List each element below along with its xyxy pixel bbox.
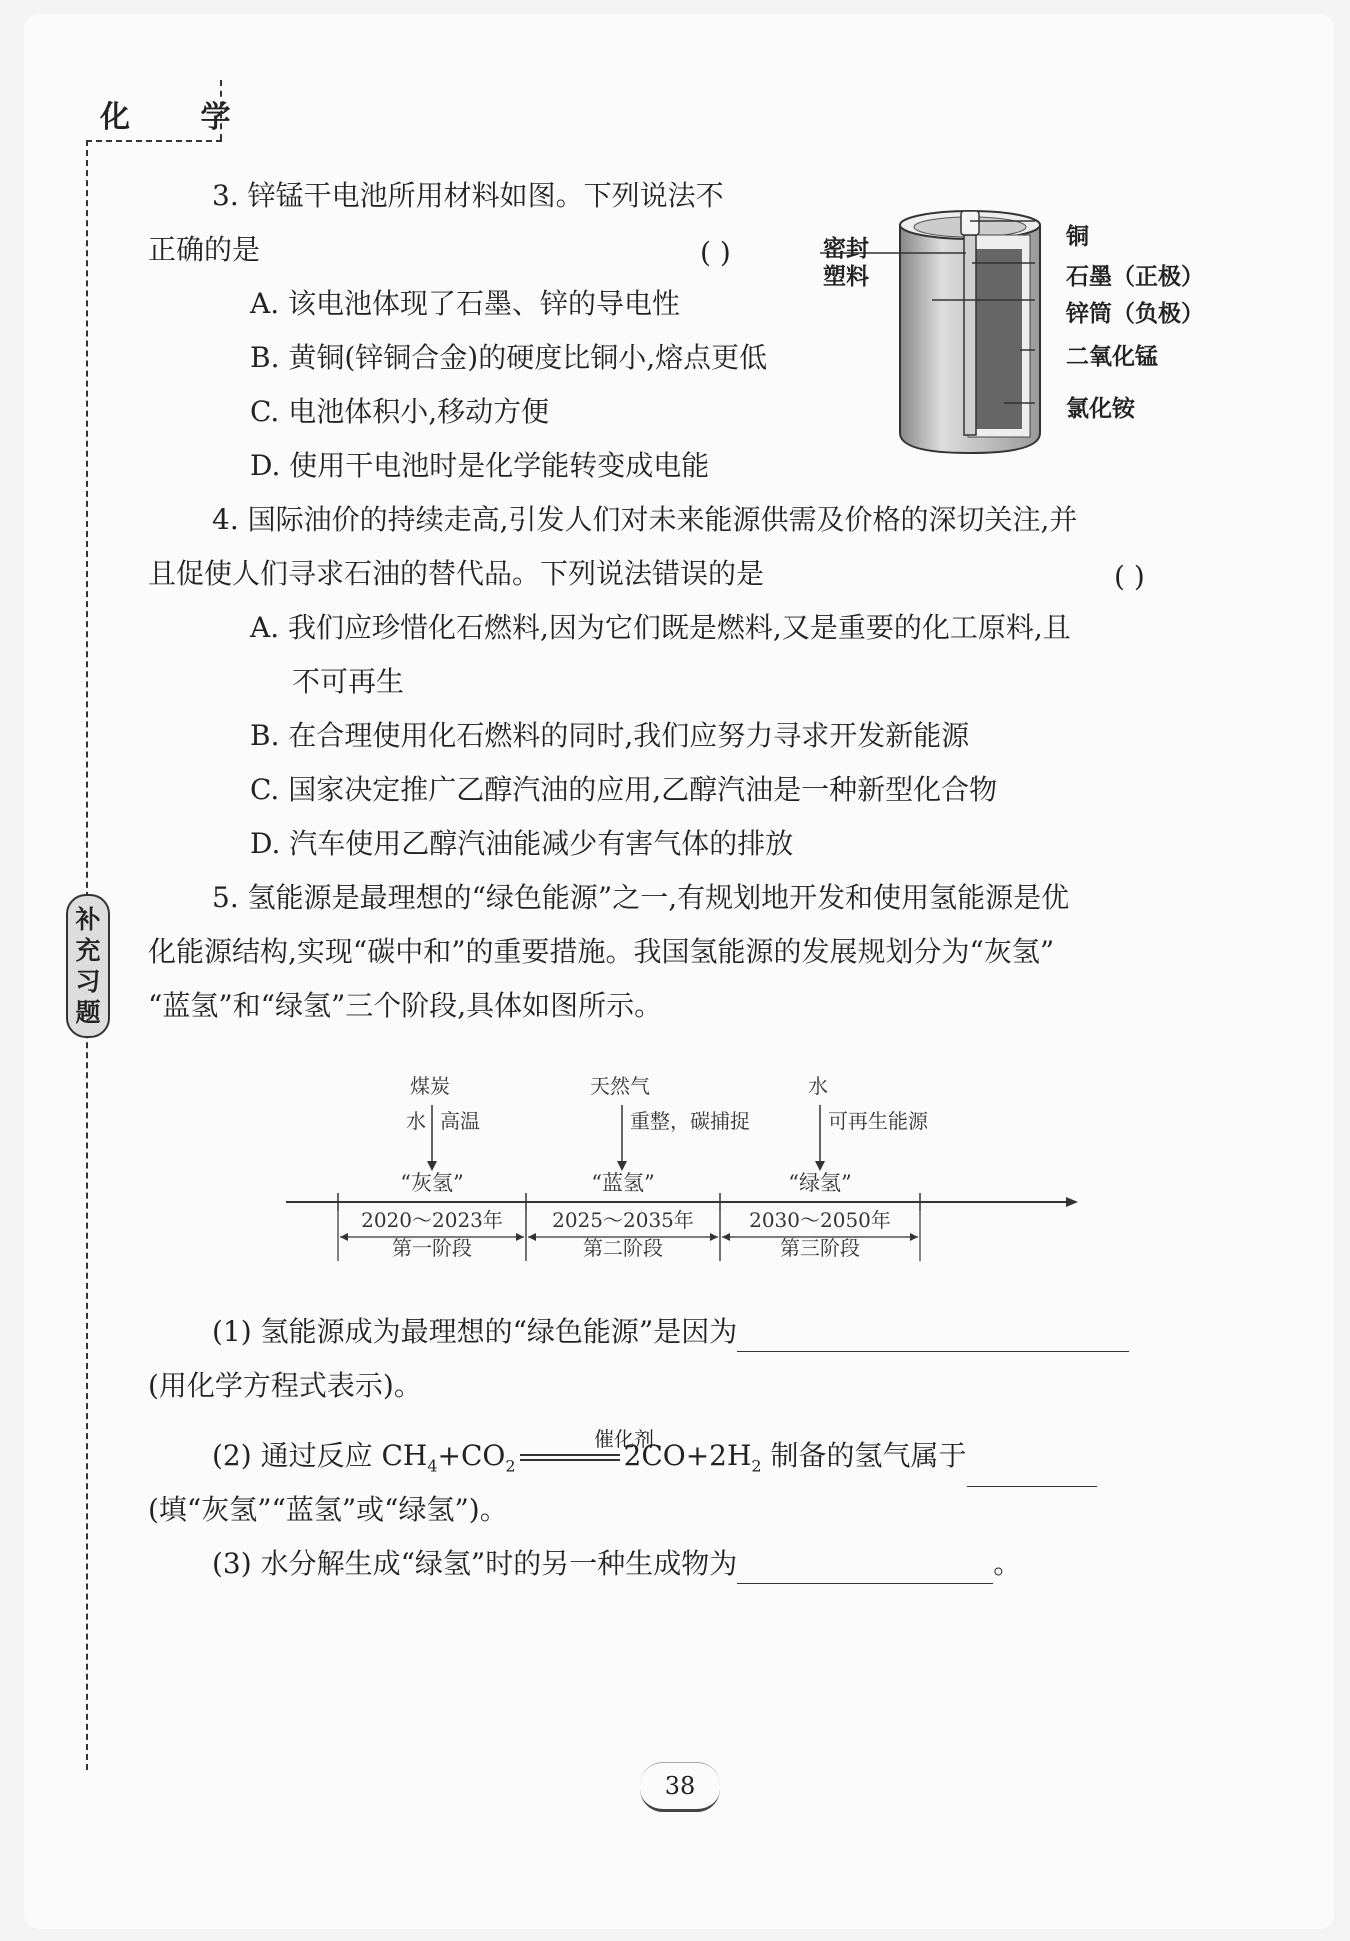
q3-stem-line2: 正确的是 xyxy=(148,233,261,266)
stage-condition-right: 高温 xyxy=(440,1109,480,1133)
q3-answer-bracket: ( ) xyxy=(700,236,731,269)
ch4-subscript: 4 xyxy=(427,1456,438,1476)
q5-sub2-answer-blank[interactable] xyxy=(967,1456,1097,1487)
side-tab-supplementary xyxy=(66,894,110,1038)
hydrogen-timeline-diagram xyxy=(280,1065,1080,1289)
battery-label-seal: 密封 xyxy=(823,236,869,262)
q3-option-c: C. 电池体积小,移动方便 xyxy=(250,395,550,428)
side-tab-char: 充 xyxy=(75,936,101,965)
q3-option-b: B. 黄铜(锌铜合金)的硬度比铜小,熔点更低 xyxy=(250,341,768,374)
q4-answer-bracket: ( ) xyxy=(1114,560,1145,593)
stage-source-label: 水 xyxy=(808,1074,828,1098)
stage-phase: 第一阶段 xyxy=(392,1236,472,1260)
q5-sub1-answer-blank[interactable] xyxy=(737,1321,1129,1352)
q5-sub1-line2: (用化学方程式表示)。 xyxy=(148,1369,422,1402)
battery-label-zinc: 锌筒（负极） xyxy=(1066,301,1204,327)
timeline-arrowhead xyxy=(1066,1197,1078,1207)
battery-label-mno2: 二氧化锰 xyxy=(1066,344,1158,370)
subject-title: 化 学 xyxy=(100,100,261,135)
stage-hydrogen-type: “蓝氢” xyxy=(591,1171,655,1195)
stage-hydrogen-type: “灰氢” xyxy=(400,1171,464,1195)
q5-sub2-text: (2) 通过反应 CH xyxy=(212,1439,428,1472)
q5-sub3-answer-blank[interactable] xyxy=(737,1553,993,1584)
stage-span-arrowhead xyxy=(528,1233,536,1241)
q3-option-a: A. 该电池体现了石墨、锌的导电性 xyxy=(250,287,681,320)
stage-process-arrowhead xyxy=(815,1161,825,1171)
stage-condition-right: 重整，碳捕捉 xyxy=(630,1109,750,1133)
battery-label-nh4cl: 氯化铵 xyxy=(1066,396,1135,422)
q5-sub3-period: 。 xyxy=(993,1547,1022,1580)
q3-option-d: D. 使用干电池时是化学能转变成电能 xyxy=(250,449,710,482)
q5-sub2-tail: 制备的氢气属于 xyxy=(761,1439,967,1472)
stage-condition-right: 可再生能源 xyxy=(828,1109,928,1133)
q5-sub3-text: (3) 水分解生成“绿氢”时的另一种生成物为 xyxy=(212,1547,738,1580)
q5-sub2-line1 xyxy=(212,1436,1097,1487)
stage-phase: 第二阶段 xyxy=(583,1236,663,1260)
q5-stem-line3: “蓝氢”和“绿氢”三个阶段,具体如图所示。 xyxy=(148,989,663,1022)
timeline-svg xyxy=(280,1065,1080,1285)
q4-option-b: B. 在合理使用化石燃料的同时,我们应努力寻求开发新能源 xyxy=(250,719,970,752)
q4-stem-line2: 且促使人们寻求石油的替代品。下列说法错误的是 xyxy=(148,557,765,590)
q4-option-a-cont: 不可再生 xyxy=(292,665,405,698)
stage-source-label: 天然气 xyxy=(590,1074,650,1098)
stage-span-arrowhead xyxy=(710,1233,718,1241)
q3-stem-line1: 3. 锌锰干电池所用材料如图。下列说法不 xyxy=(212,179,724,212)
stage-span-arrowhead xyxy=(910,1233,918,1241)
q5-sub1-text: (1) 氢能源成为最理想的“绿色能源”是因为 xyxy=(212,1315,738,1348)
battery-label-plastic: 塑料 xyxy=(823,264,869,290)
header-divider xyxy=(86,140,222,142)
q4-option-c: C. 国家决定推广乙醇汽油的应用,乙醇汽油是一种新型化合物 xyxy=(250,773,998,806)
q5-stem-line1: 5. 氢能源是最理想的“绿色能源”之一,有规划地开发和使用氢能源是优 xyxy=(212,881,1070,914)
q5-sub2-product: 2CO+2H xyxy=(623,1439,752,1472)
stage-years: 2020～2023年 xyxy=(361,1208,503,1232)
stage-span-arrowhead xyxy=(340,1233,348,1241)
page-number: 38 xyxy=(640,1762,720,1812)
battery-label-copper: 铜 xyxy=(1066,224,1089,250)
header-divider-vertical xyxy=(220,80,222,140)
q4-stem-line1: 4. 国际油价的持续走高,引发人们对未来能源供需及价格的深切关注,并 xyxy=(212,503,1078,536)
stage-span-arrowhead xyxy=(722,1233,730,1241)
stage-hydrogen-type: “绿氢” xyxy=(788,1171,852,1195)
q4-option-a: A. 我们应珍惜化石燃料,因为它们既是燃料,又是重要的化工原料,且 xyxy=(250,611,1071,644)
co2-subscript: 2 xyxy=(505,1456,516,1476)
stage-years: 2025～2035年 xyxy=(552,1208,694,1232)
q5-sub3-line xyxy=(212,1544,1021,1584)
equation-equals-sign xyxy=(520,1454,620,1461)
stage-process-arrowhead xyxy=(617,1161,627,1171)
side-tab-char: 题 xyxy=(75,998,101,1027)
stage-years: 2030～2050年 xyxy=(749,1208,891,1232)
stage-source-label: 煤炭 xyxy=(410,1074,450,1098)
q4-option-d: D. 汽车使用乙醇汽油能减少有害气体的排放 xyxy=(250,827,794,860)
battery-label-graphite: 石墨（正极） xyxy=(1066,264,1204,290)
stage-phase: 第三阶段 xyxy=(780,1236,860,1260)
catalyst-label: 催化剂 xyxy=(594,1427,654,1451)
stage-condition-left: 水 xyxy=(406,1109,426,1133)
side-tab-char: 习 xyxy=(75,967,101,996)
battery-illustration xyxy=(820,205,1220,465)
q5-sub1-line1 xyxy=(212,1312,1129,1352)
q5-sub2-line2: (填“灰氢”“蓝氢”或“绿氢”)。 xyxy=(148,1493,508,1526)
stage-process-arrowhead xyxy=(427,1161,437,1171)
q5-stem-line2: 化能源结构,实现“碳中和”的重要措施。我国氢能源的发展规划分为“灰氢” xyxy=(148,935,1055,968)
stage-span-arrowhead xyxy=(516,1233,524,1241)
h2-subscript: 2 xyxy=(751,1456,762,1476)
battery-diagram xyxy=(820,205,1220,469)
side-tab-char: 补 xyxy=(75,905,101,934)
q5-sub2-plus: +CO xyxy=(437,1439,506,1472)
